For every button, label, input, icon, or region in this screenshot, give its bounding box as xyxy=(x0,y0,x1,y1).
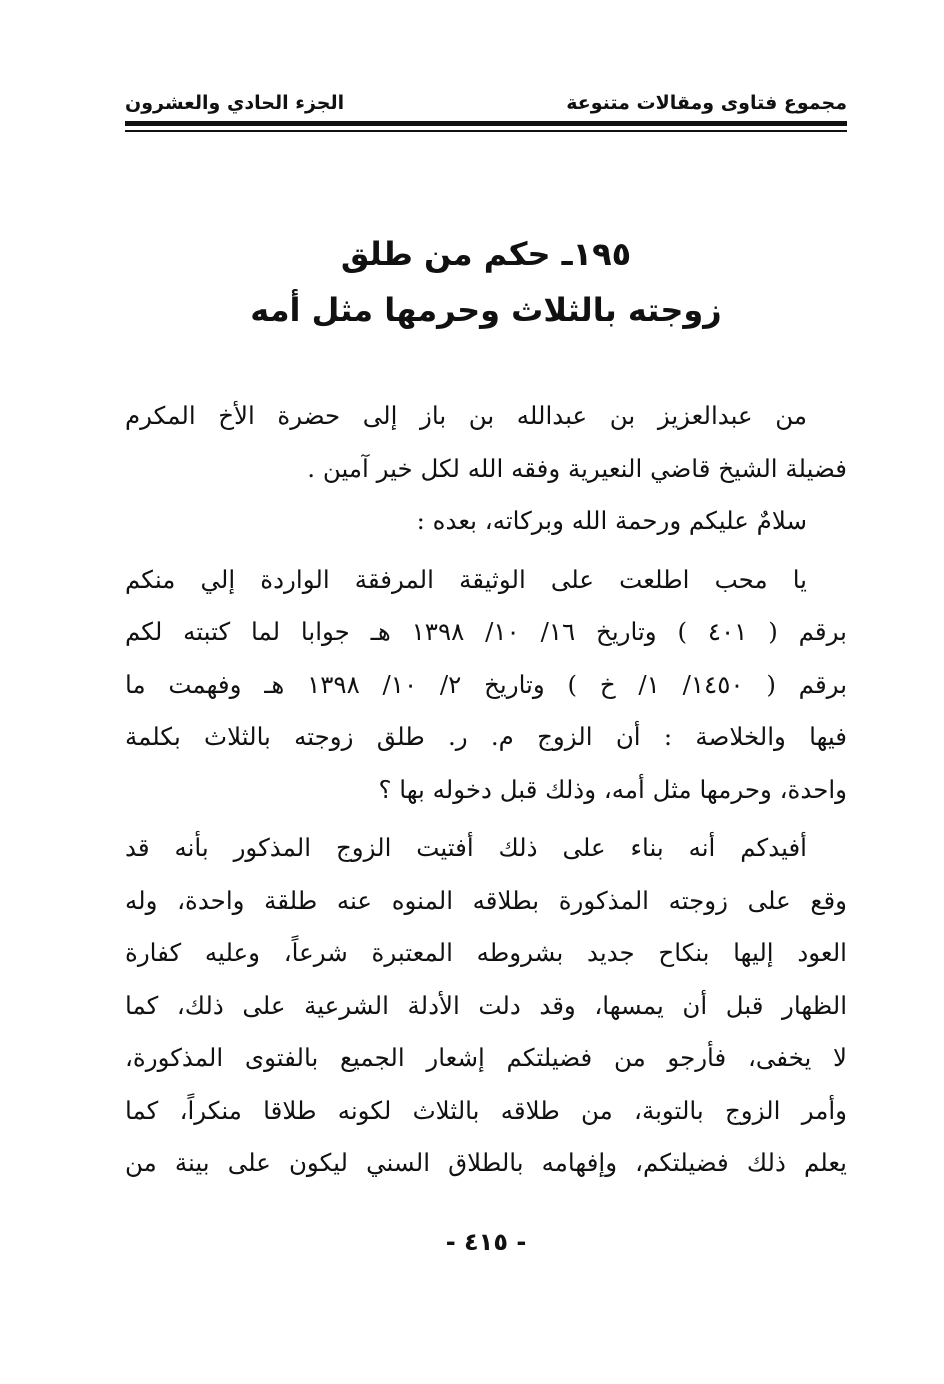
body-text xyxy=(125,390,847,1190)
text-line: برقم ( ٤٠١ ) وتاريخ ١٦/ ١٠/ ١٣٩٨ هـ جوابا لما كتبته لكم xyxy=(125,617,847,646)
text-line: لا يخفى، فأرجو من فضيلتكم إشعار الجميع بالفتوى المذكورة، xyxy=(125,1043,847,1072)
header-rule-thin xyxy=(125,130,847,132)
header-rule-thick xyxy=(125,121,847,126)
text-line: وأمر الزوج بالتوبة، من طلاقه بالثلاث لكونه طلاقا منكراً، كما xyxy=(125,1095,847,1125)
title-line-1: ١٩٥ـ حكم من طلق xyxy=(340,235,632,273)
volume-label: الجزء الحادي والعشرون xyxy=(125,92,345,114)
text-line: الظهار قبل أن يمسها، وقد دلت الأدلة الشرعية على ذلك، كما xyxy=(125,990,847,1020)
text-line: واحدة، وحرمها مثل أمه، وذلك قبل دخوله بها ؟ xyxy=(378,774,847,804)
text-line: فيها والخلاصة : أن الزوج م. ر. طلق زوجته بالثلاث بكلمة xyxy=(125,722,847,751)
text-line: برقم ( ١٤٥٠/ ١/ خ ) وتاريخ ٢/ ١٠/ ١٣٩٨ هـ وفهمت ما xyxy=(125,669,848,699)
text-line: يا محب اطلعت على الوثيقة المرفقة الواردة إلي منكم xyxy=(125,564,807,594)
text-line: أفيدكم أنه بناء على ذلك أفتيت الزوج المذكور بأنه قد xyxy=(125,833,807,862)
text-line: يعلم ذلك فضيلتكم، وإفهامه بالطلاق السني ليكون على بينة من xyxy=(125,1148,847,1177)
running-header xyxy=(125,88,847,118)
text-line: سلامٌ عليكم ورحمة الله وبركاته، بعده : xyxy=(416,506,807,535)
fatwa-title xyxy=(125,226,847,338)
text-line: وقع على زوجته المذكورة بطلاقه المنوه عنه طلقة واحدة، وله xyxy=(125,885,847,915)
book-title: مجموع فتاوى ومقالات متنوعة xyxy=(566,92,847,114)
text-line: العود إليها بنكاح جديد بشروطه المعتبرة شرعاً، وعليه كفارة xyxy=(125,938,847,967)
text-line: فضيلة الشيخ قاضي النعيرية وفقه الله لكل خير آمين . xyxy=(307,453,847,483)
text-line: من عبدالعزيز بن عبدالله بن باز إلى حضرة الأخ المكرم xyxy=(125,401,807,430)
title-line-2: زوجته بالثلاث وحرمها مثل أمه xyxy=(250,291,722,329)
page-number: - ٤١٥ - xyxy=(445,1228,527,1256)
